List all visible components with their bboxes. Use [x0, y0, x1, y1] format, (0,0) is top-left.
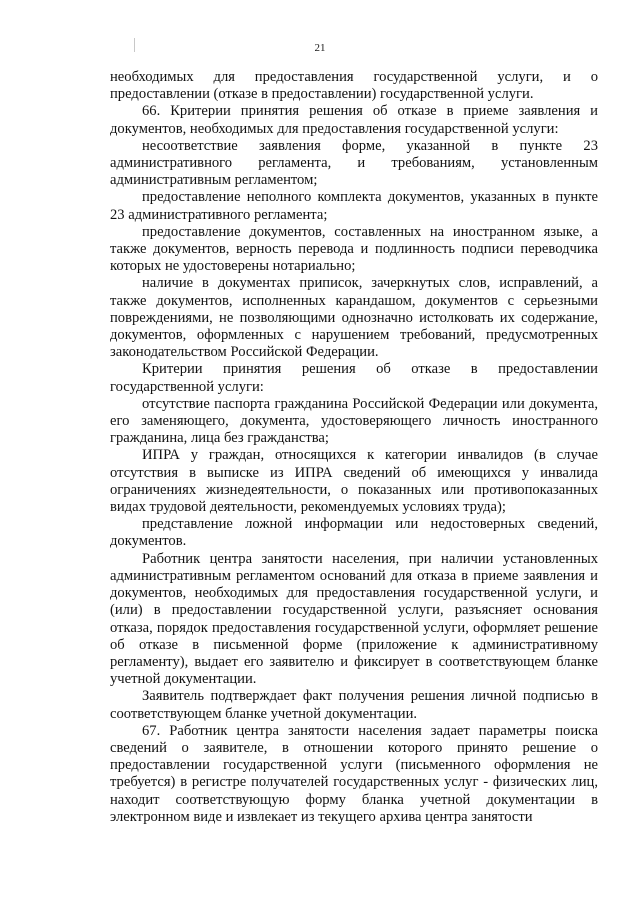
paragraph: 67. Работник центра занятости населения задает параметры поиска сведений о заявителе, в отношении которого принято решение о предоставлении государственной услуги (письменного оформления не требуется) в регистре получателей государственных услуг - физических лиц, находит соответствующую форму бланка учетной документации в электронном виде и извлекает из текущего архива центра занятости	[110, 722, 598, 825]
paragraph: несоответствие заявления форме, указанной в пункте 23 административного регламента, и требованиям, установленным административным регламентом;	[110, 137, 598, 189]
paragraph: отсутствие паспорта гражданина Российской Федерации или документа, его заменяющего, документа, удостоверяющего личность иностранного гражданина, лица без гражданства;	[110, 395, 598, 447]
page-number: 21	[314, 42, 326, 54]
paragraph: необходимых для предоставления государственной услуги, и о предоставлении (отказе в предоставлении) государственной услуги.	[110, 69, 598, 103]
paragraph: представление ложной информации или недостоверных сведений, документов.	[110, 516, 598, 550]
paragraph: 66. Критерии принятия решения об отказе в приеме заявления и документов, необходимых для предоставления государственной услуги:	[110, 103, 598, 137]
paragraph: Критерии принятия решения об отказе в предоставлении государственной услуги:	[110, 361, 598, 395]
document-body	[110, 69, 598, 826]
paragraph: предоставление документов, составленных на иностранном языке, а также документов, верность перевода и подлинность подписи переводчика которых не удостоверены нотариально;	[110, 223, 598, 275]
paragraph: Работник центра занятости населения, при наличии установленных административным регламентом оснований для отказа в приеме заявления и документов, необходимых для предоставления государственной услуги, и (или) в предоставлении государственной услуги, разъясняет основания отказа, порядок предоставления государственной услуги, оформляет решение об отказе в письменной форме (приложение к административному регламенту), выдает его заявителю и фиксирует в соответствующем бланке учетной документации.	[110, 550, 598, 688]
paragraph: ИПРА у граждан, относящихся к категории инвалидов (в случае отсутствия в выписке из ИПРА сведений об имеющихся у инвалида ограничениях жизнедеятельности, о показанных или противопоказанных видах трудовой деятельности, рекомендуемых условиях труда);	[110, 447, 598, 516]
paragraph: Заявитель подтверждает факт получения решения личной подписью в соответствующем бланке учетной документации.	[110, 688, 598, 722]
paragraph: наличие в документах приписок, зачеркнутых слов, исправлений, а также документов, исполненных карандашом, документов с серьезными повреждениями, не позволяющими однозначно истолковать их содержание, документов, оформленных с нарушением требований, предусмотренных законодательством Российской Федерации.	[110, 275, 598, 361]
paragraph: предоставление неполного комплекта документов, указанных в пункте 23 административного регламента;	[110, 189, 598, 223]
